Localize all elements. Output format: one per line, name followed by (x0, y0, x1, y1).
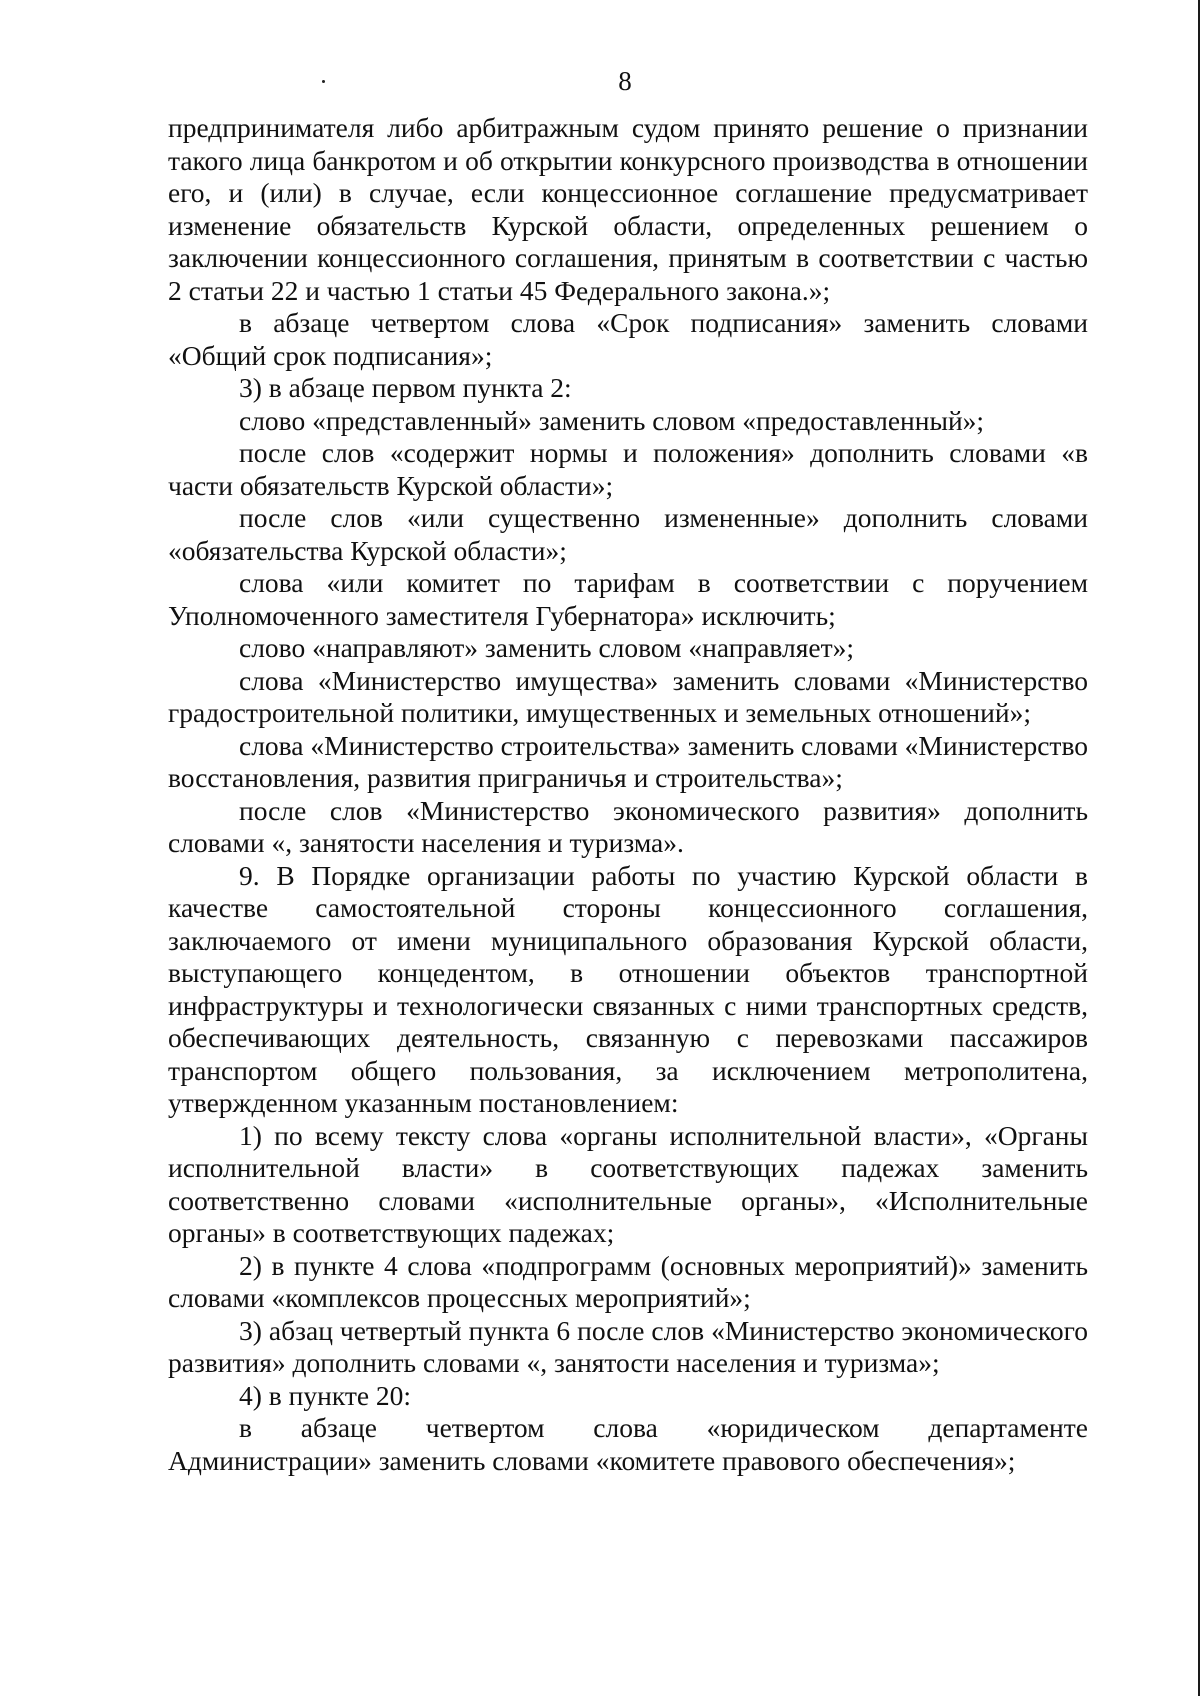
list-item: 4) в пункте 20: (239, 1379, 412, 1411)
paragraph: в абзаце четвертом слова «Срок подписания» заменить словами «Общий срок подписания»; (168, 307, 1088, 371)
document-body (168, 112, 1088, 1477)
paragraph: 3) в абзаце первом пункта 2: (239, 372, 572, 403)
page-number: 8 (618, 66, 632, 96)
paragraph: слова «Министерство имущества» заменить словами «Министерство градостроительной политики, имущественных и земельных отношений»; (168, 664, 1088, 728)
paragraph: после слов «или существенно измененные» дополнить словами «обязательства Курской области»; (168, 502, 1088, 566)
section-paragraph: 9. В Порядке организации работы по участию Курской области в качестве самостоятельной стороны концессионного соглашения, заключаемого от имени муниципального образования Курской области, выступающего концедентом, в отношении объектов транспортной инфраструктуры и технологически связанных с ними транспортных средств, обеспечивающих деятельность, связанную с перевозками пассажиров транспортом общего пользования, за исключением метрополитена, утвержденном указанным постановлением: (168, 859, 1088, 1118)
paragraph-continuation: предпринимателя либо арбитражным судом принято решение о признании такого лица банкротом и об открытии конкурсного производства в отношении его, и (или) в случае, если концессионное соглашение предусматривает изменение обязательств Курской области, определенных решением о заключении концессионного соглашения, принятым в соответствии с частью 2 статьи 22 и частью 1 статьи 45 Федерального закона.»; (168, 112, 1088, 306)
paragraph: после слов «содержит нормы и положения» дополнить словами «в части обязательств Курской области»; (168, 437, 1088, 501)
list-item: 3) абзац четвертый пункта 6 после слов «Министерство экономического развития» дополнить словами «, занятости населения и туризма»; (168, 1314, 1088, 1378)
paragraph: слова «Министерство строительства» заменить словами «Министерство восстановления, развития приграничья и строительства»; (168, 729, 1088, 793)
paragraph: слова «или комитет по тарифам в соответствии с поручением Уполномоченного заместителя Губернатора» исключить; (168, 567, 1088, 631)
paragraph: после слов «Министерство экономического развития» дополнить словами «, занятости населения и туризма». (168, 794, 1088, 858)
paragraph: слово «представленный» заменить словом «предоставленный»; (239, 404, 985, 436)
list-item: 2) в пункте 4 слова «подпрограмм (основных мероприятий)» заменить словами «комплексов процессных мероприятий»; (168, 1249, 1088, 1313)
paragraph: в абзаце четвертом слова «юридическом департаменте Администрации» заменить словами «комитете правового обеспечения»; (168, 1412, 1088, 1476)
paragraph: слово «направляют» заменить словом «направляет»; (239, 632, 855, 663)
list-item: 1) по всему тексту слова «органы исполнительной власти», «Органы исполнительной власти» в соответствующих падежах заменить соответственно словами «исполнительные органы», «Исполнительные органы» в соответствующих падежах; (168, 1119, 1088, 1248)
